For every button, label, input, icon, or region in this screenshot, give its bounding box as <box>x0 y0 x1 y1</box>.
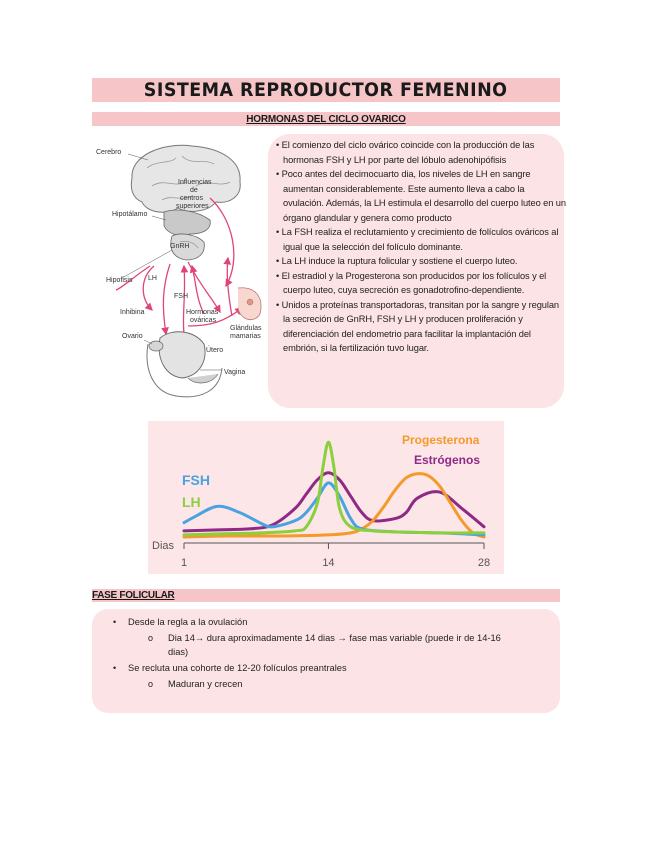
fase-sub-bullet: Dia 14→ dura aproximadamente 14 dias → fase mas variable (puede ir de 14-16 <box>168 633 501 643</box>
x-tick-label: 1 <box>180 557 188 569</box>
info-bullet: • Unidos a proteínas transportadoras, transitan por la sangre y regulan la secreción de GnRH, FSH y LH y producen proliferación y diferenciación del endometrio para facilitar la implantación del embrión, si la fertilización tuvo lugar. <box>276 298 566 356</box>
label-hipofisis: Hipofisis <box>106 277 133 284</box>
series-line-estrgenos <box>184 473 484 531</box>
label-hormonas: Hormonas <box>186 309 219 316</box>
info-bullet: • El estradiol y la Progesterona son producidos por los folículos y el cuerpo luteo, cuya secreción es gonadotrofino-dependiente. <box>276 269 566 298</box>
section-subtitle: HORMONAS DEL CICLO OVARICO <box>246 113 406 125</box>
info-bullet: • Poco antes del decimocuarto dia, los niveles de LH en sangre aumentan considerablemente. Este aumento lleva a cabo la ovulación. Además, la LH estimula el desarrollo del cuerpo luteo en un órgano glandular y genera como producto <box>276 167 566 225</box>
info-bullet: • El comienzo del ciclo ovárico coincide con la producción de las hormonas FSH y LH por parte del lóbulo adenohipófisis <box>276 138 566 167</box>
series-line-progesterona <box>184 474 484 537</box>
label-de: de <box>190 187 198 194</box>
fase-sub-bullet: Maduran y crecen <box>168 679 243 689</box>
info-bullet: • La LH induce la ruptura folicular y sostiene el cuerpo luteo. <box>276 254 566 269</box>
fase-heading: FASE FOLICULAR <box>92 590 175 601</box>
label-vagina: Vagina <box>224 369 246 376</box>
label-superiores: superiores <box>176 203 209 210</box>
anatomy-svg <box>92 138 270 400</box>
legend-fsh: FSH <box>182 472 210 488</box>
info-bullet-list <box>276 138 566 356</box>
fase-sub-bullet-cont: dias) <box>168 647 189 657</box>
uterus-shape <box>159 332 205 378</box>
legend-estrogenos: Estrógenos <box>414 453 481 467</box>
label-inhibina: Inhibina <box>120 309 145 316</box>
hormone-axis-illustration <box>92 138 270 400</box>
label-gnrh: GnRH <box>170 243 190 250</box>
label-utero: Útero <box>206 347 224 354</box>
sub-bullet-marker: o <box>148 633 154 643</box>
sub-bullet-marker: o <box>148 679 154 689</box>
title-banner <box>92 78 560 102</box>
label-lh: LH <box>148 275 157 282</box>
x-axis-label: Dias <box>152 540 175 552</box>
fase-bullet: Se recluta una cohorte de 12-20 folículos preantrales <box>128 663 347 673</box>
fase-bullet: Desde la regla a la ovulación <box>128 617 248 627</box>
label-centros: centros <box>180 195 203 202</box>
info-bullet: • La FSH realiza el reclutamiento y crecimiento de folículos ováricos al igual que la selección del folículo dominante. <box>276 225 566 254</box>
hormone-chart <box>148 421 504 574</box>
bullet-marker: • <box>113 617 117 627</box>
hormone-chart-svg <box>148 421 504 574</box>
label-fsh: FSH <box>174 293 188 300</box>
subtitle-banner <box>92 112 560 126</box>
label-mamarias: mamarias <box>230 333 261 340</box>
label-influencias: Influencias <box>178 179 212 186</box>
x-tick-label: 28 <box>477 557 491 569</box>
label-hipotalamo: Hipotálamo <box>112 211 148 218</box>
legend-progesterona: Progesterona <box>402 433 480 447</box>
label-ovario: Ovario <box>122 333 143 340</box>
page-title: SISTEMA REPRODUCTOR FEMENINO <box>144 79 508 101</box>
legend-lh: LH <box>182 494 201 510</box>
bullet-marker: • <box>113 663 117 673</box>
hypothalamus-shape <box>164 210 210 236</box>
label-ovaricas: ováricas <box>190 317 217 324</box>
label-cerebro: Cerebro <box>96 149 122 156</box>
x-tick-label: 14 <box>322 557 335 569</box>
fase-heading-bar <box>92 589 560 602</box>
label-glandulas: Glándulas <box>230 325 262 332</box>
